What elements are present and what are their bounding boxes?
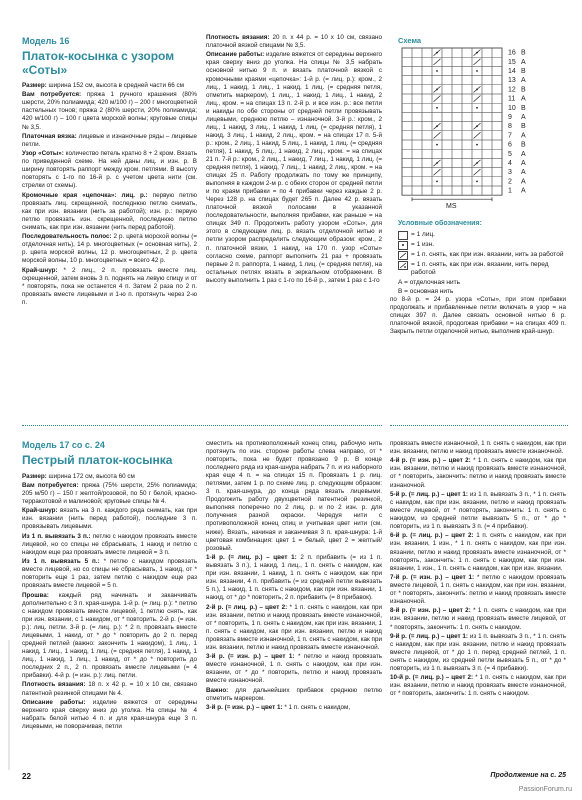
slip-stitch-symbol-icon (398, 251, 408, 260)
paragraph-text: из 1 п. вывязать 3 п., * 1 п. снять с накидом, как при изн. вязании, петлю и накид провязать вместе лицевой, от * повторять, закончить: 1 п. снять с накидом, из средней петли вывязать 5 п., от * до * повторить, из 1 п. вывязать 3 п. (= 4 прибавки). (390, 490, 566, 531)
paragraph (390, 532, 566, 572)
paragraph-text: 20 п. x 44 р. = 10 x 10 см, связано платочной вязкой спицами № 3,5. (206, 34, 382, 50)
paragraph (390, 440, 566, 456)
schema-row-number: 14 (508, 68, 516, 76)
paragraph (206, 687, 382, 703)
paragraph (206, 653, 382, 685)
schema-row-letter: В (521, 123, 526, 131)
model16-col1-text (22, 82, 197, 307)
model16-column-1 (22, 36, 197, 308)
paragraph (390, 491, 566, 531)
schema-row-number: 16 (508, 49, 516, 57)
schema-row-letter: А (521, 160, 526, 168)
model16-column-2 (206, 34, 382, 286)
legend-text: А = отделочная нить (398, 278, 461, 286)
paragraph (22, 91, 197, 131)
schema-row-number: 9 (508, 114, 512, 122)
purl-dot (436, 89, 438, 91)
paragraph-text: * 1 п. снять с накидом, (282, 703, 351, 711)
paragraph (22, 533, 197, 557)
legend-text: = 1 п. снять, как при изн. вязании, нить перед работой (411, 260, 549, 277)
paragraph (206, 34, 382, 50)
schema-row-number: 12 (508, 86, 516, 94)
schema-row-letter: А (521, 178, 526, 186)
paragraph-heading: Важно: (206, 686, 229, 694)
paragraph-text: 2 р. цвета морской волны (= отделочная нить), 14 р. многоцветных (= основная нить), 2 р. цвета морской волны, 12 р. многоцветных, 2 р. цвета морской волны, 10 р. многоцветных = всего 42 р. (22, 233, 197, 265)
paragraph-heading: 4-й р. (= изн. р.) – цвет 2: (390, 457, 471, 465)
schema-title: Схема (398, 36, 422, 45)
legend-text: = 1 лиц. (411, 230, 435, 238)
paragraph-heading: Размер: (22, 82, 47, 89)
paragraph-text: ширина 172 см, высота 60 см (46, 472, 135, 480)
paragraph (390, 457, 566, 489)
purl-dot (436, 52, 438, 54)
purl-dot (436, 107, 438, 109)
schema-row-number: 13 (508, 77, 516, 85)
paragraph (22, 150, 197, 190)
paragraph-heading: Из 1 п. вывязать 3 п.: (22, 532, 91, 540)
paragraph-text: изделие вяжется от середины верхнего края сверху вниз до уголка. На спицы № 3,5 набрать основной нитью 9 п. и вязать платочной вязкой с кромочными краями «цепочка»: 1-й р. (= лиц. р.): кром., 2 лиц., 1 накид, 1 лиц., 1 накид, 1 лиц. (= средняя петля, отметить маркером), 1 лиц., 1 накид, 1 лиц., 1 накид, 2 лиц., кром. = на спицах 13 п. 2-й р. и все изн. р.: все петли и накиды по обе стороны от средней петли провязывать лицевыми, среднюю петлю – изнаночной. 3-й р.: кром., 2 лиц., 1 накид, 3 лиц., 1 накид, 1 лиц. (= средняя петля), 1 накид, 3 лиц., 1 накид, 2 лиц., кром. = на спицах 17 п. 5-й р.: кром., 2 лиц., 1 накид, 5 лиц., 1 накид, 1 лиц. (= средняя петля), 1 накид, 5 лиц., 1 накид, 2 лиц., кром. = на спицах 21 п. 7-й р.: кром., 2 лиц., 1 накид, 7 лиц., 1 накид, 1 лиц. (= средняя петля), 1 накид, 7 лиц., 1 накид, 2 лиц., кром. = на спицах 25 п. Работу продолжать по тому же принципу, выполняя в каждом 2-м р. с обеих сторон от средней петли и по краям прибавки = по 4 прибавки через каждые 2 р. Через 128 р. на спицах будет 265 п. Далее 42 р. вязать платочной вязкой полосами в указанной последовательности, выполняя прибавки, как раньше = на спицах 349 п. Продолжить работу узором «Соты», для этого в следующем лиц. р. вязать отделочной нитью и петли узором распределить следующим образом: кром., 2 п. платочной вязки, 1 накид, на 170 п. узор «Соты» согласно схеме, раппорт выполнить 21 раз + провязать первые 2 п. раппорта, 1 накид, 1 лиц. (= средняя петля), на остальных петлях вязать в зеркальном отображении. В высоту выполнить 1 раз с 1-го по 16-й р., затем 1 раз с 1-го (206, 51, 382, 284)
legend-item (398, 251, 570, 260)
schema-row-number: 5 (508, 150, 512, 158)
schema-row-letter: В (521, 141, 526, 149)
paragraph-heading: 10-й р. (= лиц. р.) – цвет 2: (390, 674, 474, 682)
schema-row-letter: В (521, 68, 526, 76)
paragraph (22, 482, 197, 506)
paragraph-text: количество петель кратно 8 + 2 кром. Вязать по приведенной схеме. На ней даны лиц. и изн. р. В ширину повторять раппорт между кром. петлями. В высоту повторять с 1-го по 16-й р. с учетом цвета нити (см. стрелки от схемы). (22, 150, 197, 190)
schema-row-number: 1 (508, 187, 512, 195)
model16-title (22, 50, 197, 77)
legend-item (398, 261, 570, 278)
paragraph-heading: 3-й р. (= изн. р.) – цвет 1: (206, 703, 283, 711)
paragraph-text: изделие вяжется от середины верхнего края сверху вниз до уголка. На спицы № 4 набрать белой нитью 4 п. и для края-шнура еще 3 п. лицевыми, не поворачивая, петли (22, 698, 197, 730)
purl-dot (436, 70, 438, 72)
schema-row-letter: А (521, 77, 526, 85)
paragraph-heading: Описание работы: (206, 51, 265, 59)
paragraph-text: из 1 п. вывязать 3 п., * 1 п. снять с накидом, как при изн. вязании, петлю и накид провязать вместе лицевой, от * до 1 п. перед средней петлей, 1 п. снять с накидом, из средней петли вывязать 5 п., от * до * повторить, из 1 п. вывязать 3 п. (= 4 прибавки). (390, 632, 566, 673)
paragraph-text: лицевые и изнаночные ряды – лицевые петли. (22, 132, 197, 148)
paragraph (390, 574, 566, 606)
paragraph-heading: Плотность вязания: (206, 34, 270, 41)
paragraph-text: пряжа 1 ручного крашения (80% шерсти, 20% полиамида; 420 м/100 г) – 200 г многоцветной пастельных тонов; пряжа 2 (80% шерсти, 20% полиамида; 420 м/100 г) – 100 г цвета морской волны; круговые спицы № 3,5. (22, 91, 198, 131)
paragraph (22, 681, 197, 697)
paragraph (22, 699, 197, 731)
schema-legend (398, 220, 570, 298)
paragraph-heading: Описание работы: (22, 698, 86, 706)
paragraph-heading: Кромочные края «цепочка»: лиц. р.: (22, 191, 148, 199)
paragraph-heading: Узор «Соты»: (22, 150, 64, 158)
paragraph (206, 704, 382, 712)
paragraph-text: * 2 лиц., 2 п. провязать вместе лиц. скрещенной, затем вновь 3 п. поднять на левую спицу и от * повторять, пока не останется 4 п. Затем 2 раза по 2 п. провязать вместе лицевыми и 1-ю п. протянуть через 2-ю п. (22, 266, 197, 306)
schema-row-letter: В (521, 86, 526, 94)
paragraph-text: первую петлю провязать лиц. скрещенной, последнюю петлю снимать, как при изн. вязании (нить за работой); изн. р.: первую петлю провязать изн. скрещенной, последнюю петлю снимать, как при изн. вязании (нить перед работой). (22, 191, 197, 231)
paragraph (22, 592, 197, 681)
purl-dot (476, 89, 478, 91)
model17-column-3 (390, 440, 566, 700)
purl-dot (476, 107, 478, 109)
paragraph (390, 296, 566, 336)
paragraph-heading: Край-шнур: (22, 266, 58, 274)
schema-row-number: 3 (508, 169, 512, 177)
paragraph-heading: Прошва: (22, 591, 49, 599)
model16-label: Модель 16 (22, 36, 70, 46)
model17-column-2 (206, 440, 382, 713)
schema-row-letter: А (521, 58, 526, 66)
purl-symbol-icon (398, 241, 408, 250)
paragraph-heading: 8-й р. (= изн. р.) – цвет 2: (390, 607, 471, 615)
model16-col2-text (206, 34, 382, 285)
model17-label: Модель 17 со с. 24 (22, 440, 105, 450)
paragraph (206, 440, 382, 553)
paragraph-heading: Вам потребуется: (22, 91, 82, 99)
repeat-label: MS (446, 203, 457, 211)
model17-col2-text (206, 440, 382, 712)
paragraph (390, 633, 566, 673)
schema-row-number: 8 (508, 123, 512, 131)
model16-title-line1: Платок-косынка с узором (22, 49, 175, 63)
paragraph (390, 674, 566, 698)
paragraph-heading: 9-й р. (= лиц. р.) – цвет 1: (390, 632, 469, 640)
paragraph-text: * 1 п. снять с накидом, как при изн. вязании, петлю и накид провязать вместе изнаночной, от * повторить, 1 п. снять с накидом, как при изн. вязании, 1 п. снять с накидом, как при изн. вязании, петлю и накид провязать вместе изнаночной, 1 п. снять с накидом, как при изн. вязании, петлю и накид провязать вместе изнаночной. (206, 603, 382, 651)
paragraph-text: 2 п. прибавить (= из 1 п. вывязать 3 п.), 1 накид, 1 лиц., 1 п. снять с накидом, как при изн. вязании, 1 накид, 1 п. снять с накидом, как при изн. вязании, 4 п. прибавить (= из средней петли вывязать 5 п.), 1 накид, 1 п. снять с накидом, как при изн. вязании, 1 накид, от * до * повторить, 2 п. прибавить (= 8 прибавок). (206, 553, 382, 602)
page-number: 22 (22, 772, 31, 781)
paragraph-text: * 1 п. снять с накидом, как при изн. вязании, петлю и накид провязать вместе изнаночной, от * повторить, закончить: петлю и накид провязать вместе изнаночной. (390, 457, 566, 489)
legend-item (398, 279, 570, 288)
paragraph-heading: 3-й р. (= изн. р.) – цвет 1: (206, 653, 295, 661)
paragraph-heading: Плотность вязания: (22, 681, 86, 689)
schema-row-number: 7 (508, 132, 512, 140)
knitting-schema (398, 36, 570, 296)
paragraph (22, 192, 197, 232)
slip-stitch-symbol-icon (398, 261, 408, 270)
purl-dot (476, 144, 478, 146)
schema-row-letter: А (521, 114, 526, 122)
paragraph-heading: 2-й р. (= лиц. р.) – цвет 2: (206, 603, 288, 611)
paragraph-text: пряжа (75% шерсти, 25% полиамида; 205 м/50 г) – 150 г желтой/розовой, по 50 г белой, красно-терракотовой и малиновой; круговые спицы № 4. (22, 481, 197, 505)
divider-rule-left (22, 425, 382, 426)
schema-row-number: 4 (508, 160, 512, 168)
purl-dot (436, 181, 438, 183)
model17-col3-text (390, 440, 566, 699)
legend-item (398, 241, 570, 250)
paragraph-text: провязать вместе изнаночной, 1 п. снять с накидом, как при изн. вязании, петлю и накид провязать вместе изнаночной. (390, 440, 566, 456)
schema-row-number: 2 (508, 178, 512, 186)
paragraph-heading: 1-й р. (= лиц. р.) – цвет 1: (206, 553, 297, 561)
model16-column-3 (390, 296, 566, 338)
paragraph-heading: Край-шнур: (22, 507, 58, 515)
paragraph-text: вязать на 3 п. каждого ряда снимать, как при изн. вязании (нить перед работой), последние 3 п. провязывать лицевыми. (22, 507, 197, 531)
page-edge-shadow (8, 640, 10, 770)
paragraph-text: * 1 п. снять с накидом, как при изн. вязании, петлю и накид провязать вместе лицевой, от * повторять, закончить: 1 п. снять с накидом. (390, 607, 566, 631)
purl-dot (476, 162, 478, 164)
divider-rule-right (390, 425, 568, 426)
model17-col1-text (22, 473, 197, 732)
paragraph-text: 18 п. x 42 р. = 10 x 10 см, связано патентной резинкой спицами № 4. (22, 681, 198, 697)
paragraph-heading: Последовательность полос: (22, 233, 112, 241)
paragraph-text: сместить на противоположный конец спиц, рабочую нить протянуть по изн. стороне работы слева направо, от * повторить, пока не будет провязано 9 р. В конце последнего ряда из края-шнура набрать 7 п. и из наборного края еще 4 п. = на спицах 15 п. Провязать 1 р. лиц. петлями, затем 1 р. по схеме лиц. р. следующим образом: 3 п. края-шнура, до конца ряда вязать лицевыми. Продолжить работу двухцветной патентной резинкой, выполняя поперечно по 2 лиц. р. и по 2 изн. р. для получения разной окраски. Чередуя нити с противоположной конец спиц и учитывая цвет нити (см. ниже). Вязать, начиная и заканчивая 3 п. края-шнура: 1-й цветовая комбинация: цвет 1 = белый, цвет 2 = желтый/розовый. (206, 440, 382, 552)
paragraph (390, 607, 566, 631)
legend-rows (398, 231, 570, 297)
paragraph (22, 233, 197, 265)
legend-text: = 1 п. снять, как при изн. вязании, нить за работой (411, 250, 564, 258)
paragraph-heading: Размер: (22, 472, 47, 480)
paragraph-heading: 7-й р. (= изн. р.) – цвет 1: (390, 573, 475, 581)
paragraph-text: * 1 п. снять с накидом, как при изн. вязании, петлю и накид провязать вместе изнаночной, от * повторить, закончить: 1 п. снять с накидом. (390, 674, 566, 698)
schema-row-letter: В (521, 104, 526, 112)
paragraph (206, 51, 382, 284)
model17-column-1 (22, 440, 197, 732)
paragraph-text: по 8-й р. = 24 р. узора «Соты», при этом прибавки продолжать и прибавленные петли включать в узор = на спицах 397 п. Далее связать основной нитью 6 р. платочной вязкой, продолжая прибавки = на спицах 409 п. Закрыть петли отделочной нитью, выполнив край-шнур. (390, 296, 566, 336)
paragraph-heading: Вам потребуется: (22, 481, 79, 489)
paragraph-text: для дальнейших прибавок среднюю петлю отметить маркером. (206, 686, 382, 702)
purl-dot (436, 144, 438, 146)
paragraph-text: петлю с накидом провязать вместе лицевой, но со спицы не сбрасывать, 1 накид и петлю с накидом еще раз провязать вместе лицевой = 3 п. (22, 532, 197, 556)
purl-dot (436, 125, 438, 127)
paragraph-text: * петлю и накид провязать вместе изнаночной, 1 п. снять с накидом, как при изн. вязании, от * до * повторить, петлю и накид провязать вместе изнаночной. (206, 653, 382, 685)
paragraph-heading: 6-й р. (= лиц. р.) – цвет 2: (390, 532, 474, 540)
legend-item (398, 231, 570, 240)
paragraph-heading: 5-й р. (= лиц. р.) – цвет 1: (390, 490, 469, 498)
purl-dot (476, 181, 478, 183)
paragraph (206, 554, 382, 602)
paragraph-text: * петлю с накидом провязать вместе лицевой, 1 п. снять с накидом, как при изн. вязании, от * повторять, закончить: петлю и накид провязать вместе изнаночной. (390, 573, 566, 606)
model17-title: Пестрый платок-косынка (22, 453, 173, 467)
paragraph-text: * петлю с накидом провязать вместе лицевой, но со спицы не сбрасывать, 1 накид, от * повторить еще 1 раз, затем петлю с накидом еще раз провязать вместе лицевой = 5 п. (22, 558, 198, 590)
paragraph-text: каждый ряд начинать и заканчивать дополнительно с 3 п. края-шнура. 1-й р. (= лиц. р.): * петлю с накидом провязать вместе лицевой, 1 петлю снять, как при изн. вязании, с 1 накидом, от * повторить. 2-й р. (= изн. р.): лиц. петли. 3-й р. (= лиц. р.): * 2 п. провязать вместе лицевыми, 1 накид, от * до * повторить до 2 п. перед средней петлей (важно: закончить 1 накидом), 1 лиц., 1 накид, 1 лиц., 1 накид, 1 лиц. (= средняя петля), 1 накид, 1 лиц., 1 накид, 1 лиц., 1 накид, от * до * повторить до последних 2 п., 2 п. провязать вместе лицевыми (= 4 прибавки). 4-й р. (= изн. р.): лиц. петли. (22, 591, 197, 680)
purl-dot (436, 162, 438, 164)
schema-row-number: 15 (508, 58, 516, 66)
model16-title-line2: «Соты» (22, 62, 68, 77)
paragraph-heading: Из 1 п. вывязать 5 п.: (22, 558, 100, 566)
legend-text: = 1 изн. (411, 240, 435, 248)
schema-row-letter: А (521, 169, 526, 177)
watermark: PassionForum.ru (518, 786, 572, 793)
paragraph (22, 473, 197, 481)
schema-row-number: 6 (508, 141, 512, 149)
legend-title: Условные обозначения: (398, 220, 482, 227)
paragraph (22, 82, 197, 90)
paragraph (22, 133, 197, 149)
schema-row-letter: А (521, 95, 526, 103)
schema-row-letter: А (521, 132, 526, 140)
schema-row-number: 10 (508, 104, 516, 112)
paragraph (206, 604, 382, 652)
paragraph-text: 1 п. снять с накидом, как при изн. вязании, 1 изн., * 1 п. снять с накидом, как при изн. вязании, петлю и накид провязать вместе изнаночной, от * повторять, закончить: 1 п. снять с накидом, как при изн. вязании, 1 изн., 1 п. снять с накидом, как при изн. вязании. (390, 532, 566, 572)
schema-row-letter: А (521, 187, 526, 195)
continuation-note: Продолжение на с. 25 (490, 772, 566, 779)
paragraph-text: ширина 152 см, высота в средней части 66 см (46, 82, 184, 89)
model16-col3-text (390, 296, 566, 336)
purl-dot (476, 52, 478, 54)
legend-text: В = основная нить (398, 288, 454, 296)
schema-row-number: 11 (508, 95, 516, 103)
knit-symbol-icon (398, 231, 408, 240)
schema-row-letter: В (521, 49, 526, 57)
paragraph-heading: Платочная вязка: (22, 132, 77, 140)
purl-dot (476, 70, 478, 72)
paragraph (22, 558, 197, 590)
schema-grid (398, 44, 570, 224)
purl-dot (476, 125, 478, 127)
schema-row-letter: А (521, 150, 526, 158)
paragraph (22, 267, 197, 307)
paragraph (22, 507, 197, 531)
